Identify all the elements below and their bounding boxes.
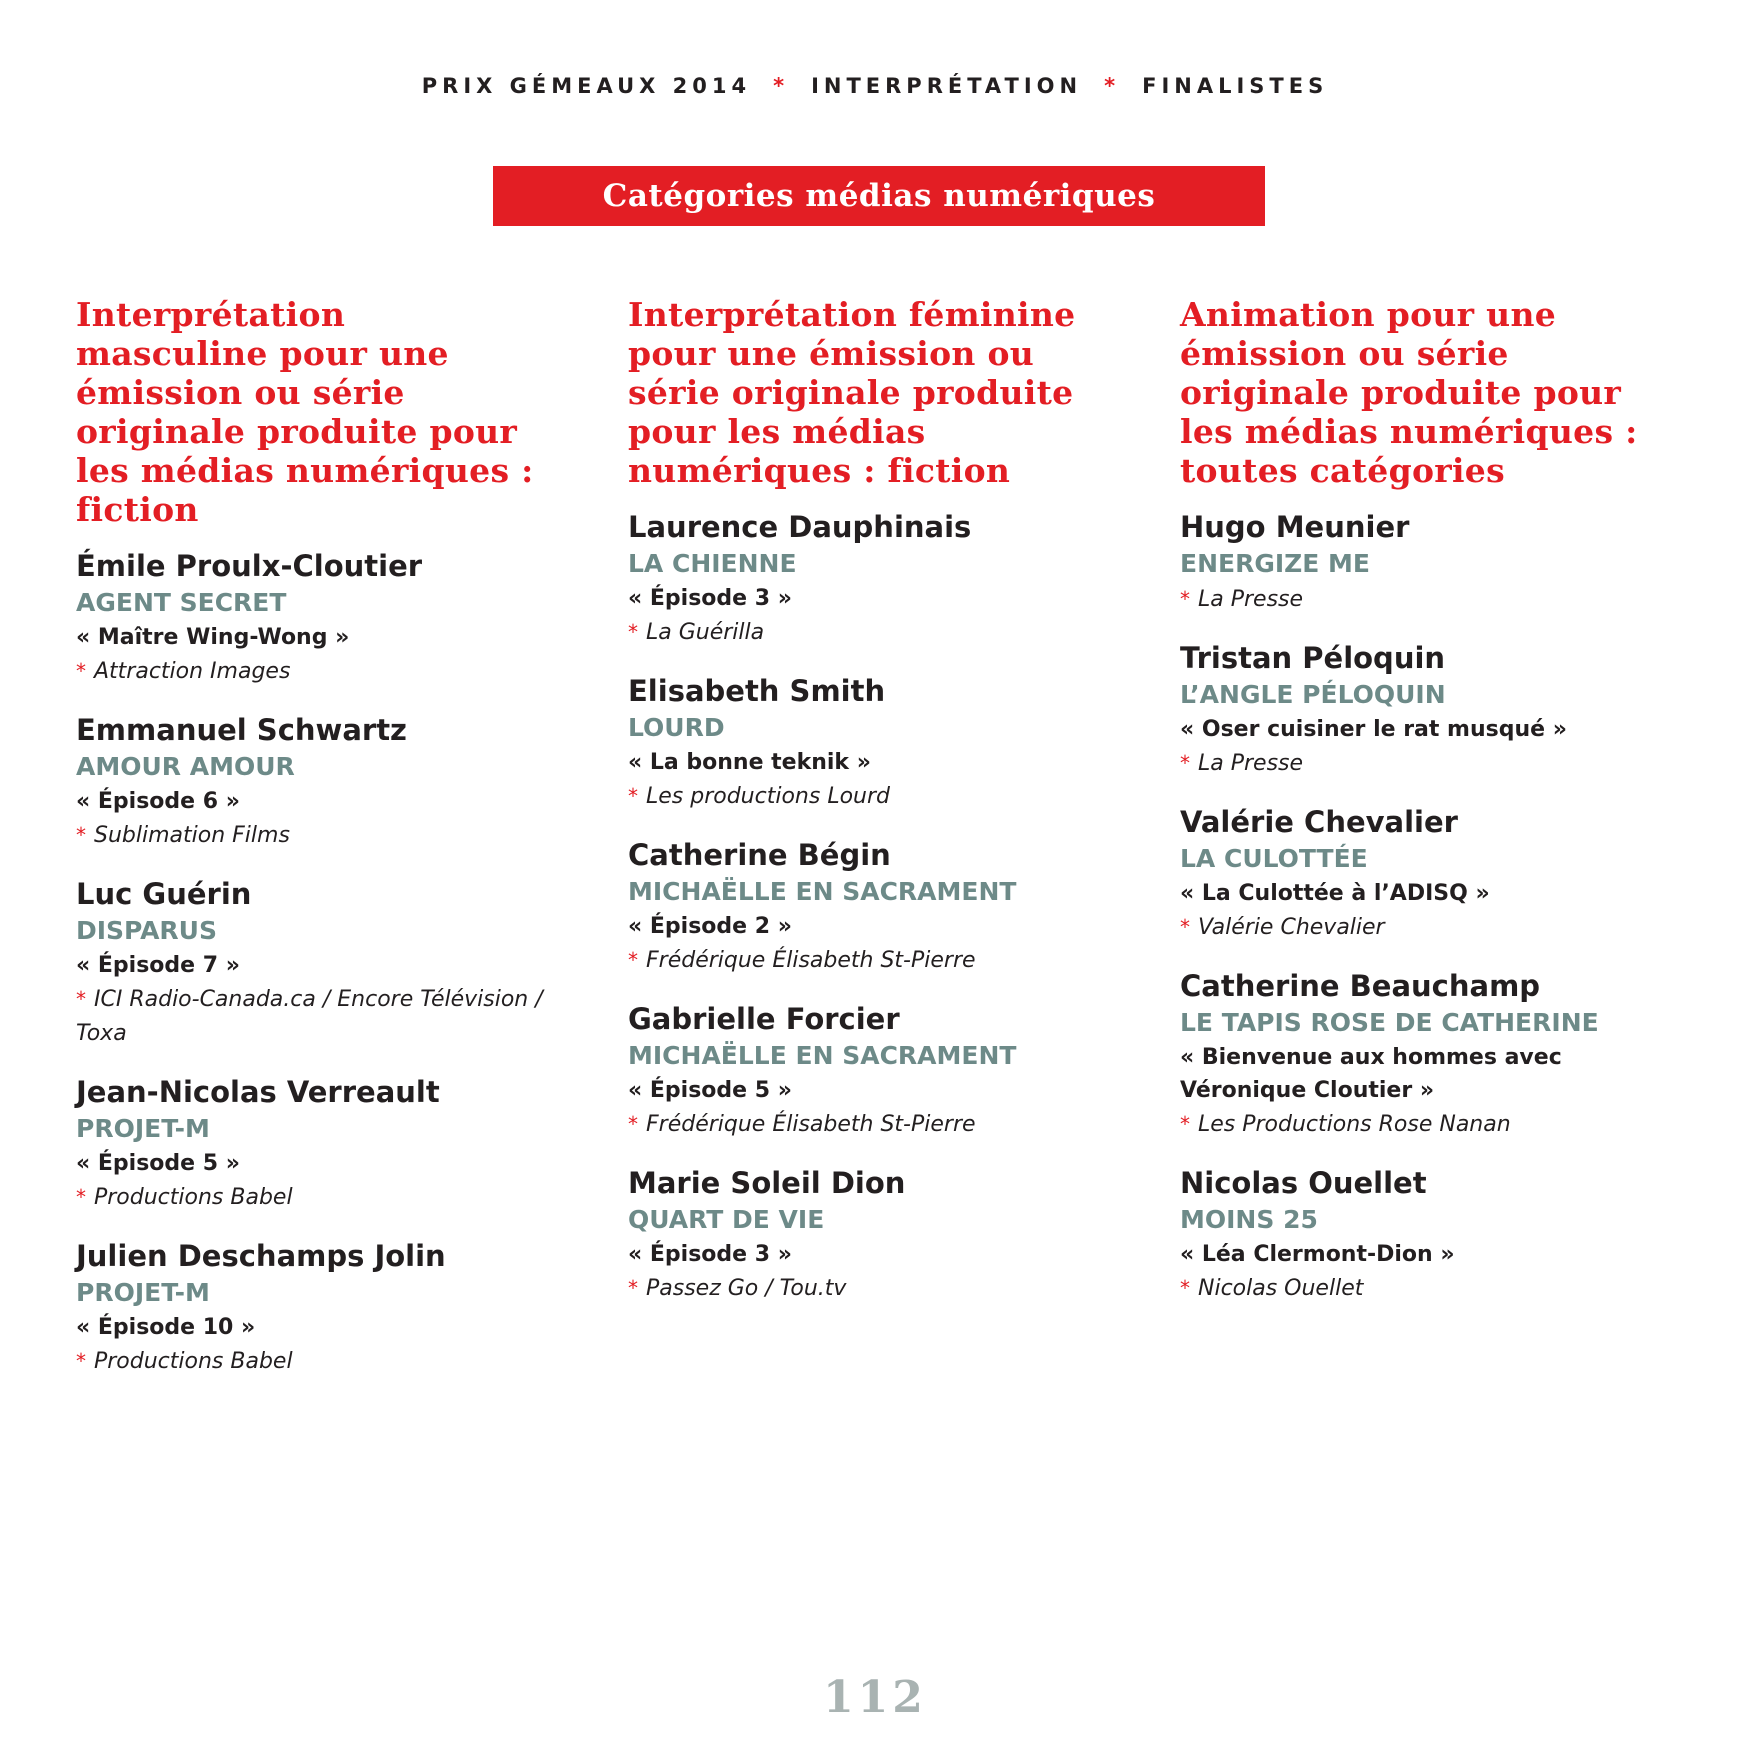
producer-line [76, 982, 546, 1051]
nominee-name: Tristan Péloquin [1180, 641, 1446, 675]
category-column [1180, 295, 1650, 1328]
asterisk-star-icon: * [628, 784, 638, 808]
asterisk-star-icon: * [628, 1276, 638, 1300]
producer-name: Les productions Lourd [646, 784, 890, 809]
show-title: L’ANGLE PÉLOQUIN [1180, 680, 1446, 709]
category-title: Interprétation féminine pour une émission ou série originale produite pour les médias numériques : fiction [628, 295, 1076, 490]
nominee-name: Luc Guérin [76, 877, 252, 911]
producer-line [76, 1344, 546, 1379]
nominee-entry [1180, 803, 1650, 945]
show-title: LA CHIENNE [628, 549, 797, 578]
episode-title: « Épisode 3 » [628, 1242, 792, 1267]
episode-title: « Bienvenue aux hommes avec Véronique Cloutier » [1180, 1045, 1562, 1103]
producer-line [628, 615, 1098, 650]
episode-title: « Épisode 7 » [76, 953, 240, 978]
show-title: MOINS 25 [1180, 1205, 1318, 1234]
header-part-finalistes: FINALISTES [1142, 74, 1329, 98]
nominee-entry [628, 1164, 1098, 1306]
category-column [76, 295, 546, 1401]
nominee-name: Catherine Beauchamp [1180, 969, 1541, 1003]
category-title: Interprétation masculine pour une émission ou série originale produite pour les médias numériques : fiction [76, 295, 534, 529]
producer-name: Les Productions Rose Nanan [1198, 1112, 1511, 1137]
asterisk-star-icon: * [1180, 587, 1190, 611]
nominee-name: Julien Deschamps Jolin [76, 1239, 446, 1273]
producer-name: Productions Babel [94, 1185, 293, 1210]
category-column [628, 295, 1098, 1328]
asterisk-star-icon: * [76, 659, 86, 683]
episode-title: « La bonne teknik » [628, 750, 871, 775]
show-title: PROJET-M [76, 1114, 210, 1143]
nominee-name: Gabrielle Forcier [628, 1002, 900, 1036]
episode-title: « Épisode 10 » [76, 1315, 256, 1340]
show-title: QUART DE VIE [628, 1205, 825, 1234]
show-title: LOURD [628, 713, 725, 742]
asterisk-star-icon: * [76, 1349, 86, 1373]
header-part-interpretation: INTERPRÉTATION [811, 74, 1083, 98]
producer-name: Frédérique Élisabeth St-Pierre [646, 948, 976, 973]
nominee-entry [628, 836, 1098, 978]
producer-line [628, 1107, 1098, 1142]
producer-name: La Presse [1198, 751, 1304, 776]
show-title: LA CULOTTÉE [1180, 844, 1368, 873]
nominee-entry [628, 672, 1098, 814]
asterisk-star-icon: * [76, 1185, 86, 1209]
episode-title: « Épisode 5 » [628, 1078, 792, 1103]
producer-name: Attraction Images [94, 659, 291, 684]
nominee-name: Emmanuel Schwartz [76, 713, 407, 747]
producer-line [1180, 582, 1650, 617]
producer-line [76, 1180, 546, 1215]
nominee-name: Laurence Dauphinais [628, 510, 972, 544]
asterisk-star-icon: * [773, 74, 790, 98]
nominee-name: Émile Proulx-Cloutier [76, 549, 423, 583]
producer-line [76, 654, 546, 689]
show-title: MICHAËLLE EN SACRAMENT [628, 877, 1017, 906]
asterisk-star-icon: * [1180, 1276, 1190, 1300]
episode-title: « Maître Wing-Wong » [76, 625, 350, 650]
page-number: 112 [823, 1672, 927, 1723]
nominee-entry [1180, 967, 1650, 1142]
nominee-name: Marie Soleil Dion [628, 1166, 906, 1200]
nominee-name: Hugo Meunier [1180, 510, 1410, 544]
nominee-entry [628, 508, 1098, 650]
episode-title: « Oser cuisiner le rat musqué » [1180, 717, 1567, 742]
nominee-name: Jean-Nicolas Verreault [76, 1075, 440, 1109]
running-header [0, 74, 1750, 98]
episode-title: « Épisode 5 » [76, 1151, 240, 1176]
show-title: AGENT SECRET [76, 588, 287, 617]
section-banner: Catégories médias numériques [493, 166, 1265, 226]
nominee-entry [76, 547, 546, 689]
nominee-entry [76, 1237, 546, 1379]
producer-name: La Guérilla [646, 620, 765, 645]
producer-line [1180, 1271, 1650, 1306]
producer-name: ICI Radio-Canada.ca / Encore Télévision / Toxa [76, 987, 543, 1046]
show-title: PROJET-M [76, 1278, 210, 1307]
producer-name: Passez Go / Tou.tv [646, 1276, 847, 1301]
episode-title: « Épisode 2 » [628, 914, 792, 939]
producer-name: Valérie Chevalier [1198, 915, 1385, 940]
episode-title: « La Culottée à l’ADISQ » [1180, 881, 1490, 906]
asterisk-star-icon: * [76, 987, 86, 1011]
show-title: LE TAPIS ROSE DE CATHERINE [1180, 1008, 1599, 1037]
asterisk-star-icon: * [628, 1112, 638, 1136]
show-title: ENERGIZE ME [1180, 549, 1371, 578]
producer-name: La Presse [1198, 587, 1304, 612]
nominee-entry [1180, 1164, 1650, 1306]
nominee-entry [1180, 508, 1650, 617]
nominee-entry [1180, 639, 1650, 781]
asterisk-star-icon: * [76, 823, 86, 847]
nominee-entry [76, 1073, 546, 1215]
header-part-prix: PRIX GÉMEAUX 2014 [421, 74, 752, 98]
nominee-name: Valérie Chevalier [1180, 805, 1458, 839]
producer-name: Sublimation Films [94, 823, 290, 848]
nominee-name: Nicolas Ouellet [1180, 1166, 1427, 1200]
asterisk-star-icon: * [1104, 74, 1121, 98]
producer-line [628, 1271, 1098, 1306]
asterisk-star-icon: * [1180, 915, 1190, 939]
producer-name: Frédérique Élisabeth St-Pierre [646, 1112, 976, 1137]
show-title: DISPARUS [76, 916, 217, 945]
episode-title: « Épisode 3 » [628, 586, 792, 611]
nominee-entry [76, 711, 546, 853]
show-title: MICHAËLLE EN SACRAMENT [628, 1041, 1017, 1070]
show-title: AMOUR AMOUR [76, 752, 295, 781]
nominee-entry [76, 875, 546, 1051]
asterisk-star-icon: * [1180, 751, 1190, 775]
asterisk-star-icon: * [628, 948, 638, 972]
category-title: Animation pour une émission ou série originale produite pour les médias numériques : toutes catégories [1180, 295, 1638, 490]
nominee-name: Catherine Bégin [628, 838, 891, 872]
asterisk-star-icon: * [628, 620, 638, 644]
episode-title: « Épisode 6 » [76, 789, 240, 814]
producer-line [76, 818, 546, 853]
producer-line [628, 943, 1098, 978]
producer-line [1180, 1107, 1650, 1142]
producer-name: Productions Babel [94, 1349, 293, 1374]
asterisk-star-icon: * [1180, 1112, 1190, 1136]
producer-line [1180, 910, 1650, 945]
nominee-entry [628, 1000, 1098, 1142]
producer-name: Nicolas Ouellet [1198, 1276, 1364, 1301]
nominee-name: Elisabeth Smith [628, 674, 886, 708]
episode-title: « Léa Clermont-Dion » [1180, 1242, 1455, 1267]
producer-line [1180, 746, 1650, 781]
producer-line [628, 779, 1098, 814]
